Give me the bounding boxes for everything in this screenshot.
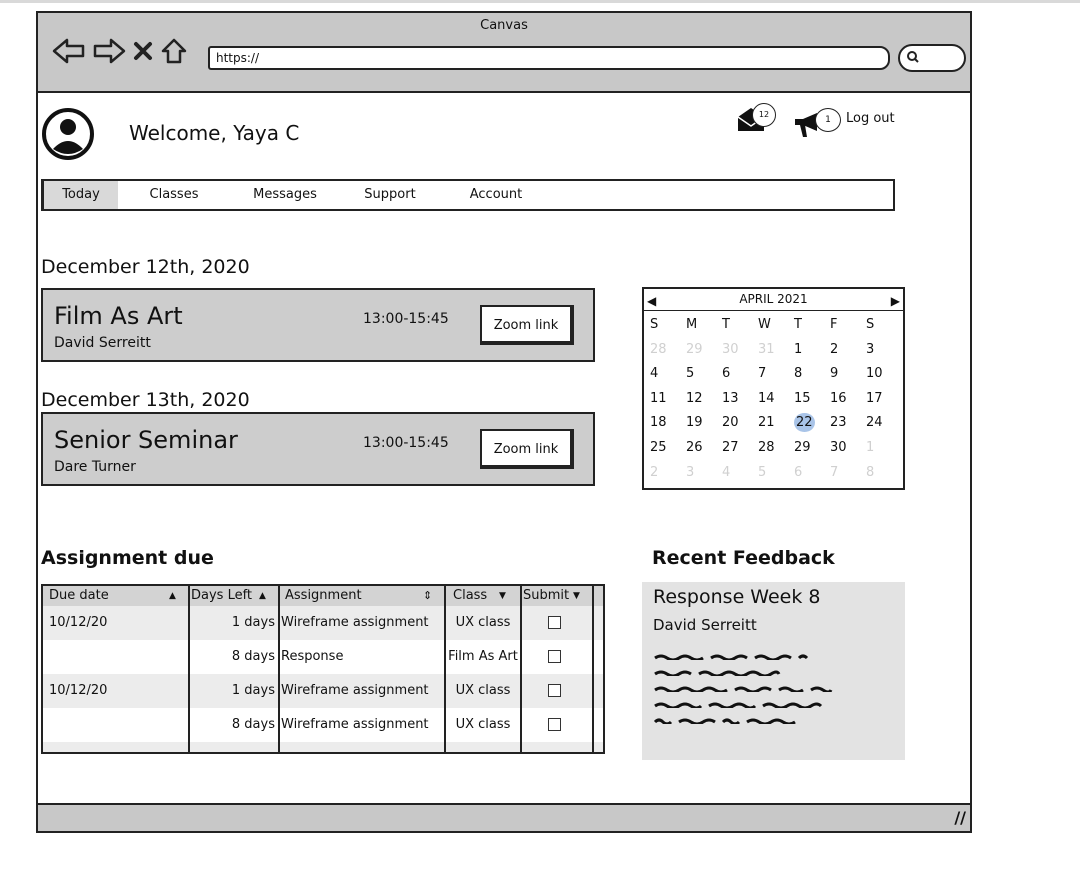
- calendar-day-number: 31: [758, 341, 775, 357]
- calendar-week: [644, 387, 903, 412]
- col-due-date[interactable]: Due date: [49, 588, 109, 603]
- calendar-day[interactable]: [752, 411, 788, 436]
- calendar-day-number: 4: [722, 464, 731, 480]
- calendar-day-number: 29: [794, 439, 811, 455]
- schedule-date: December 13th, 2020: [41, 389, 250, 411]
- calendar-day-number: 5: [686, 366, 695, 382]
- calendar-week: [644, 436, 903, 461]
- top-divider: [0, 0, 1080, 3]
- calendar-day[interactable]: [680, 436, 716, 461]
- col-submit[interactable]: Submit: [523, 588, 570, 603]
- teacher-name: David Serreitt: [54, 335, 151, 351]
- calendar-header: [644, 289, 903, 311]
- calendar-day-number: 2: [650, 464, 659, 480]
- col-days-left[interactable]: Days Left: [191, 588, 253, 603]
- calendar-day[interactable]: [644, 436, 680, 461]
- assignment-cell[interactable]: Wireframe assignment: [281, 615, 429, 630]
- calendar-day[interactable]: [716, 338, 752, 363]
- col-assignment[interactable]: Assignment: [285, 588, 362, 603]
- calendar-day[interactable]: [752, 362, 788, 387]
- calendar-day-number: 13: [722, 390, 739, 406]
- search-icon: [906, 50, 920, 64]
- calendar-day[interactable]: [680, 411, 716, 436]
- table-row-empty: [43, 742, 603, 752]
- calendar-day[interactable]: [860, 387, 896, 412]
- calendar-day[interactable]: [716, 387, 752, 412]
- calendar-day[interactable]: [860, 436, 896, 461]
- feedback-card[interactable]: [642, 582, 905, 760]
- tab-support[interactable]: Support: [364, 187, 416, 202]
- col-class[interactable]: Class: [453, 588, 488, 603]
- assignments-heading: Assignment due: [41, 547, 214, 569]
- calendar-day[interactable]: [644, 461, 680, 486]
- calendar-day[interactable]: [860, 362, 896, 387]
- weekday-label: S: [650, 317, 659, 332]
- next-month-icon[interactable]: ▶: [890, 294, 900, 308]
- submit-checkbox[interactable]: [548, 708, 561, 742]
- calendar-week: [644, 461, 903, 486]
- zoom-link-button[interactable]: Zoom link: [480, 305, 574, 345]
- sort-both-icon[interactable]: ⇕: [423, 589, 433, 602]
- feedback-author: David Serreitt: [653, 616, 757, 634]
- days-left-cell: 8 days: [231, 717, 275, 732]
- calendar-day[interactable]: [716, 436, 752, 461]
- days-left-cell: 1 days: [231, 615, 275, 630]
- calendar-day-number: 8: [866, 464, 875, 480]
- feedback-heading: Recent Feedback: [652, 547, 835, 569]
- calendar-day[interactable]: [824, 411, 860, 436]
- calendar-day[interactable]: [716, 461, 752, 486]
- class-time: 13:00-15:45: [363, 435, 449, 451]
- calendar-grid: [644, 313, 903, 485]
- sort-asc-icon[interactable]: ▲: [169, 591, 176, 601]
- browser-chrome: [38, 13, 970, 93]
- calendar-day[interactable]: [824, 387, 860, 412]
- calendar-day-number: 10: [866, 366, 883, 382]
- assignment-cell[interactable]: Response: [281, 649, 344, 664]
- table-header: [43, 586, 603, 607]
- calendar-day-number: 16: [830, 390, 847, 406]
- calendar-day-number: 3: [686, 464, 695, 480]
- column-divider: [188, 586, 190, 752]
- calendar-day[interactable]: [824, 338, 860, 363]
- scribble-text-line: [653, 654, 813, 660]
- assignment-cell[interactable]: Wireframe assignment: [281, 683, 429, 698]
- calendar-weekdays: [644, 313, 903, 338]
- weekday-label: W: [758, 317, 771, 332]
- calendar-day-number: 2: [830, 341, 839, 357]
- table-row: [43, 708, 603, 742]
- class-name: Film As Art: [54, 302, 183, 330]
- calendar-day[interactable]: [824, 461, 860, 486]
- calendar-month: APRIL 2021: [739, 292, 808, 306]
- table-row: [43, 640, 603, 674]
- calendar-day-number: 23: [830, 415, 847, 431]
- calendar-day[interactable]: [824, 362, 860, 387]
- calendar-day[interactable]: [788, 387, 824, 412]
- calendar-day-selected[interactable]: [788, 411, 824, 436]
- calendar-day-number: 25: [650, 439, 667, 455]
- weekday-label: T: [722, 317, 730, 332]
- class-card: [41, 412, 595, 486]
- calendar-day-number: 4: [650, 366, 659, 382]
- logout-link[interactable]: Log out: [846, 111, 895, 126]
- tab-account[interactable]: Account: [469, 187, 523, 202]
- calendar-day[interactable]: [860, 338, 896, 363]
- avatar[interactable]: [41, 107, 95, 165]
- home-icon[interactable]: [160, 37, 188, 69]
- calendar-week: [644, 338, 903, 363]
- calendar-day-number: 19: [686, 415, 703, 431]
- calendar-day-number: 28: [650, 341, 667, 357]
- browser-search[interactable]: [898, 44, 966, 72]
- calendar-day-number: 20: [722, 415, 739, 431]
- welcome-text: Welcome, Yaya C: [129, 121, 300, 145]
- days-left-cell: 8 days: [231, 649, 275, 664]
- calendar-day[interactable]: [716, 362, 752, 387]
- calendar-day-number: 8: [794, 366, 803, 382]
- calendar-day-number: 1: [866, 439, 875, 455]
- weekday-label: M: [686, 317, 698, 332]
- tab-messages[interactable]: Messages: [253, 187, 317, 202]
- tab-classes[interactable]: Classes: [149, 187, 199, 202]
- nav-controls: [52, 37, 188, 69]
- calendar-day[interactable]: [860, 411, 896, 436]
- weekday-label: F: [830, 317, 838, 332]
- class-name: Senior Seminar: [54, 426, 238, 454]
- back-icon[interactable]: [52, 38, 86, 68]
- calendar-day-number: 27: [722, 439, 739, 455]
- calendar-day[interactable]: [680, 387, 716, 412]
- days-left-cell: 1 days: [231, 683, 275, 698]
- calendar-day-number: 5: [758, 464, 767, 480]
- zoom-link-button[interactable]: Zoom link: [480, 429, 574, 469]
- column-divider: [444, 586, 446, 752]
- calendar-day-number: 21: [758, 415, 775, 431]
- calendar-day[interactable]: [752, 387, 788, 412]
- notification-badge: 1: [815, 108, 841, 132]
- forward-icon[interactable]: [92, 38, 126, 68]
- weekday-label: S: [866, 317, 875, 332]
- scribble-text-line: [653, 686, 833, 692]
- table-row: [43, 674, 603, 708]
- submit-checkbox[interactable]: [548, 606, 561, 640]
- prev-month-icon[interactable]: ◀: [647, 294, 657, 308]
- calendar-day-number: 7: [758, 366, 767, 382]
- calendar-day-number: 15: [794, 390, 811, 406]
- window-title: Canvas: [480, 18, 528, 33]
- calendar-day[interactable]: [752, 461, 788, 486]
- calendar-day[interactable]: [788, 461, 824, 486]
- calendar-day-number: 24: [866, 415, 883, 431]
- calendar-week: [644, 411, 903, 436]
- due-date-cell: 10/12/20: [49, 615, 108, 630]
- calendar-day[interactable]: [644, 387, 680, 412]
- scribble-text-line: [653, 670, 783, 676]
- class-time: 13:00-15:45: [363, 311, 449, 327]
- dropdown-icon[interactable]: ▼: [573, 591, 580, 601]
- calendar-day-number: 7: [830, 464, 839, 480]
- calendar-day-number: 30: [722, 341, 739, 357]
- calendar-day-number: 11: [650, 390, 667, 406]
- close-icon[interactable]: [132, 40, 154, 66]
- dropdown-icon[interactable]: ▼: [499, 591, 506, 601]
- address-bar[interactable]: https://: [208, 46, 890, 70]
- submit-checkbox[interactable]: [548, 674, 561, 708]
- table-row: [43, 606, 603, 640]
- mail-count-badge: 12: [752, 103, 776, 127]
- calendar-day-number: 1: [794, 341, 803, 357]
- calendar-day[interactable]: [680, 362, 716, 387]
- calendar: [642, 287, 905, 490]
- column-divider: [520, 586, 522, 752]
- feedback-title: Response Week 8: [653, 586, 821, 608]
- calendar-day-number: 6: [722, 366, 731, 382]
- calendar-day-number: 28: [758, 439, 775, 455]
- calendar-day[interactable]: [824, 436, 860, 461]
- tab-today[interactable]: Today: [44, 181, 118, 209]
- due-date-cell: 10/12/20: [49, 683, 108, 698]
- calendar-day-number: 22: [796, 415, 813, 431]
- calendar-day[interactable]: [788, 338, 824, 363]
- calendar-day-number: 17: [866, 390, 883, 406]
- scribble-text-line: [653, 702, 823, 708]
- assignment-cell[interactable]: Wireframe assignment: [281, 717, 429, 732]
- calendar-day[interactable]: [644, 362, 680, 387]
- calendar-day[interactable]: [680, 461, 716, 486]
- calendar-day-number: 6: [794, 464, 803, 480]
- column-divider: [278, 586, 280, 752]
- calendar-day[interactable]: [788, 362, 824, 387]
- scribble-text-line: [653, 718, 803, 724]
- status-bar: [38, 803, 970, 831]
- calendar-day-number: 14: [758, 390, 775, 406]
- class-cell: UX class: [455, 717, 511, 732]
- weekday-label: T: [794, 317, 802, 332]
- calendar-day[interactable]: [644, 411, 680, 436]
- calendar-day[interactable]: [752, 338, 788, 363]
- class-cell: Film As Art: [448, 649, 518, 664]
- calendar-day[interactable]: [644, 338, 680, 363]
- class-card: [41, 288, 595, 362]
- schedule-date: December 12th, 2020: [41, 256, 250, 278]
- column-divider: [592, 586, 594, 752]
- teacher-name: Dare Turner: [54, 459, 136, 475]
- calendar-day[interactable]: [752, 436, 788, 461]
- class-cell: UX class: [455, 615, 511, 630]
- calendar-day-number: 29: [686, 341, 703, 357]
- assignments-table: [41, 584, 605, 754]
- main-tabs: [41, 179, 895, 211]
- calendar-day-number: 18: [650, 415, 667, 431]
- sort-asc-icon[interactable]: ▲: [259, 591, 266, 601]
- calendar-day[interactable]: [680, 338, 716, 363]
- calendar-day-number: 30: [830, 439, 847, 455]
- calendar-day[interactable]: [716, 411, 752, 436]
- calendar-day-number: 3: [866, 341, 875, 357]
- resize-grip-icon[interactable]: //: [954, 808, 966, 827]
- calendar-day-number: 12: [686, 390, 703, 406]
- calendar-week: [644, 362, 903, 387]
- calendar-day[interactable]: [860, 461, 896, 486]
- calendar-day-number: 26: [686, 439, 703, 455]
- submit-checkbox[interactable]: [548, 640, 561, 674]
- calendar-day-number: 9: [830, 366, 839, 382]
- class-cell: UX class: [455, 683, 511, 698]
- calendar-day[interactable]: [788, 436, 824, 461]
